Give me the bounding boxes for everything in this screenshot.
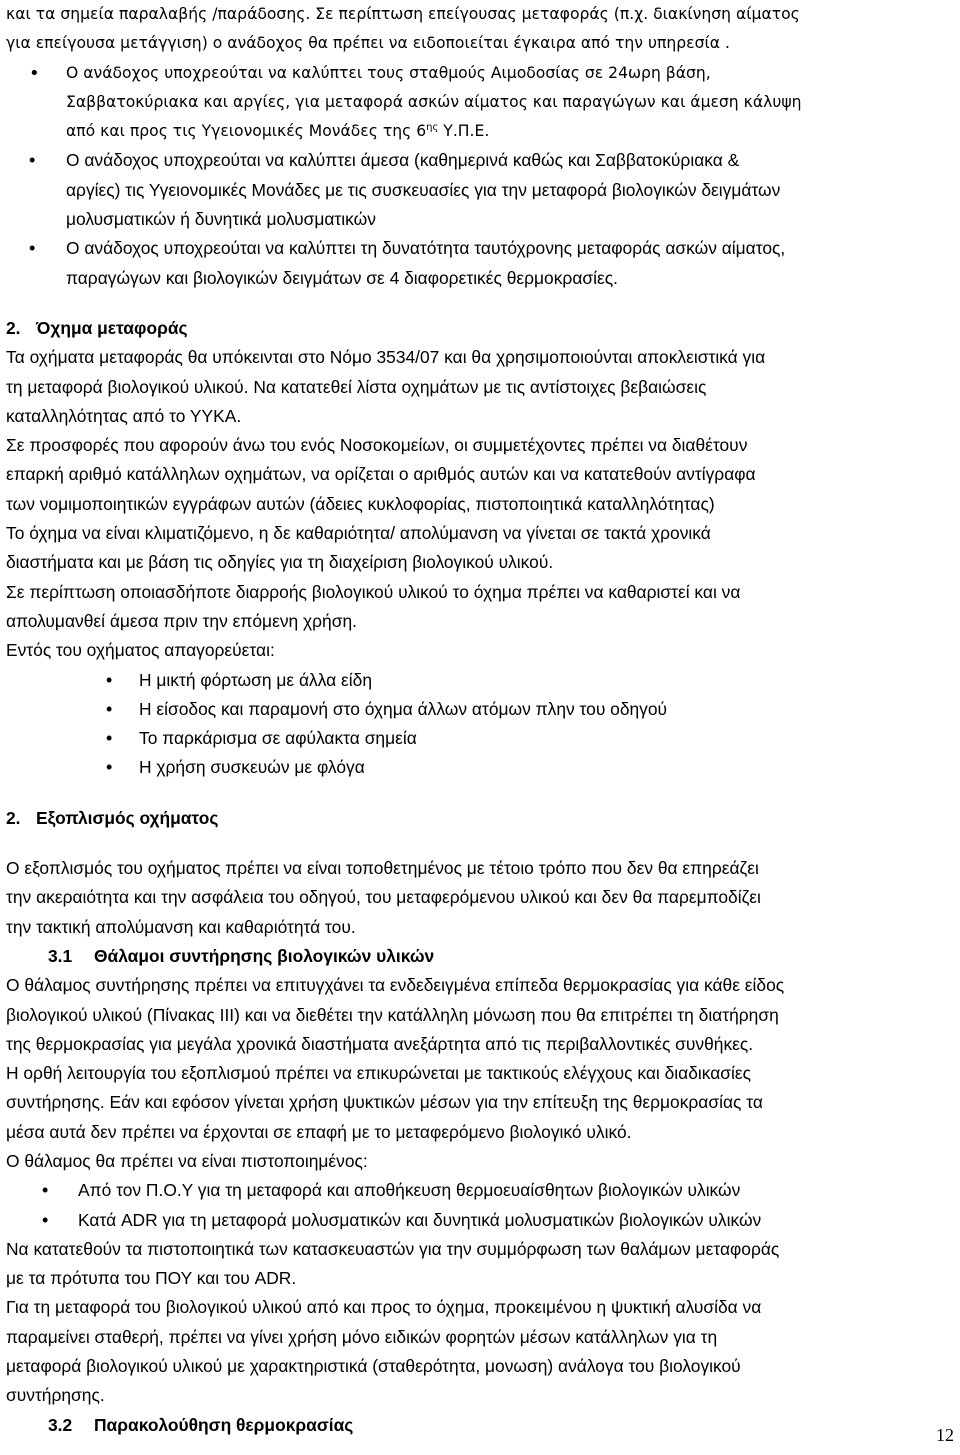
list-item: • Ο ανάδοχος υποχρεούται να καλύπτει τη δυνατότητα ταυτόχρονης μεταφοράς ασκών αίματος, παραγώγων και βιολογικών δειγμάτων σε 4 διαφορετικές θερμοκρασίες. bbox=[6, 234, 956, 293]
paragraph-line: παραμείνει σταθερή, πρέπει να γίνει χρήση μόνο ειδικών φορητών μέσων κατάλληλων για τη bbox=[6, 1326, 718, 1347]
intro-line: για επείγουσα μετάγγιση) ο ανάδοχος θα πρέπει να ειδοποιείται έγκαιρα από την υπηρεσία . bbox=[6, 34, 730, 53]
paragraph-line: την ακεραιότητα και την ασφάλεια του οδηγού, του μεταφερόμενου υλικού και δεν θα παρεμποδίζει bbox=[6, 887, 761, 908]
paragraph-line: της θερμοκρασίας για μεγάλα χρονικά διαστήματα ανεξάρτητα από τις περιβαλλοντικές συνθήκες. bbox=[6, 1033, 754, 1054]
page-number: 12 bbox=[936, 1425, 954, 1445]
list-item: • Η χρήση συσκευών με φλόγα bbox=[6, 753, 956, 782]
paragraph-line: διαστήματα και με βάση τις οδηγίες για τη διαχείριση βιολογικού υλικού. bbox=[6, 552, 554, 573]
paragraph-line: την τακτική απολύμανση και καθαριότητά του. bbox=[6, 916, 356, 937]
section-heading: 2. Όχημα μεταφοράς bbox=[6, 317, 188, 338]
paragraph-line: Τα οχήματα μεταφοράς θα υπόκεινται στο Νόμο 3534/07 και θα χρησιμοποιούνται αποκλειστικά για bbox=[6, 347, 766, 368]
paragraph-line: των νομιμοποιητικών εγγράφων αυτών (άδειες κυκλοφορίας, πιστοποιητικά καταλληλότητας) bbox=[6, 493, 715, 514]
list-item: • Η μικτή φόρτωση με άλλα είδη bbox=[6, 666, 956, 695]
paragraph-line: Σε προσφορές που αφορούν άνω του ενός Νοσοκομείων, οι συμμετέχοντες πρέπει να διαθέτουν bbox=[6, 435, 748, 456]
paragraph-line: τη μεταφορά βιολογικού υλικού. Να κατατεθεί λίστα οχημάτων με τις αντίστοιχες βεβαιώσεις bbox=[6, 376, 707, 397]
document-page bbox=[6, 0, 956, 1440]
paragraph-line: επαρκή αριθμό κατάλληλων οχημάτων, να ορίζεται ο αριθμός αυτών και να κατατεθούν αντίγραφα bbox=[6, 464, 756, 485]
paragraph-line: Το όχημα να είναι κλιματιζόμενο, η δε καθαριότητα/ απολύμανση να γίνεται σε τακτά χρονικά bbox=[6, 523, 711, 544]
paragraph-line: βιολογικού υλικού (Πίνακας ΙΙΙ) και να διεθέτει την κατάλληλη μόνωση που θα επιτρέπει τη διατήρηση bbox=[6, 1004, 779, 1025]
list-item: • Το παρκάρισμα σε αφύλακτα σημεία bbox=[6, 724, 956, 753]
paragraph-line: Σε περίπτωση οποιασδήποτε διαρροής βιολογικού υλικού το όχημα πρέπει να καθαριστεί και να bbox=[6, 581, 741, 602]
paragraph-line: απολυμανθεί άμεσα πριν την επόμενη χρήση. bbox=[6, 610, 357, 631]
intro-line: και τα σημεία παραλαβής /παράδοσης. Σε περίπτωση επείγουσας μεταφοράς (π.χ. διακίνηση αίματος bbox=[6, 5, 800, 23]
list-item: • Κατά ADR για τη μεταφορά μολυσματικών και δυνητικά μολυσματικών βιολογικών υλικών bbox=[6, 1206, 956, 1235]
subsection-heading: 3.1 Θάλαμοι συντήρησης βιολογικών υλικών bbox=[48, 945, 435, 966]
paragraph-line: συντήρησης. Εάν και εφόσον γίνεται χρήση ψυκτικών μέσων για την επίτευξη της θερμοκρασίας τα bbox=[6, 1092, 763, 1113]
paragraph-line: Ο εξοπλισμός του οχήματος πρέπει να είναι τοποθετημένος με τέτοιο τρόπο που δεν θα επηρεάζει bbox=[6, 858, 759, 879]
paragraph-line: Να κατατεθούν τα πιστοποιητικά των κατασκευαστών για την συμμόρφωση των θαλάμων μεταφοράς bbox=[6, 1238, 780, 1259]
subsection-heading: 3.2 Παρακολούθηση θερμοκρασίας bbox=[48, 1414, 354, 1435]
paragraph-line: Ο θάλαμος θα πρέπει να είναι πιστοποιημένος: bbox=[6, 1150, 368, 1171]
paragraph-line: συντήρησης. bbox=[6, 1385, 105, 1406]
paragraph-line: με τα πρότυπα του ΠΟΥ και του ADR. bbox=[6, 1268, 297, 1289]
list-item: • Ο ανάδοχος υποχρεούται να καλύπτει τους σταθμούς Αιμοδοσίας σε 24ωρη βάση, Σαββατοκύριακα και αργίες, για μεταφορά ασκών αίματος και παραγώγων και άμεση κάλυψη από και προς τις Υγειονομικές Μονάδες της $6^{\eta\varsigma}$ Υ.Π.Ε. bbox=[6, 59, 956, 147]
paragraph-line: Ο θάλαμος συντήρησης πρέπει να επιτυγχάνει τα ενδεδειγμένα επίπεδα θερμοκρασίας για κάθε είδος bbox=[6, 975, 785, 996]
paragraph-line: Για τη μεταφορά του βιολογικού υλικού από και προς το όχημα, προκειμένου η ψυκτική αλυσίδα να bbox=[6, 1297, 762, 1318]
list-item: • Από τον Π.Ο.Υ για τη μεταφορά και αποθήκευση θερμοευαίσθητων βιολογικών υλικών bbox=[6, 1176, 956, 1205]
paragraph-line: Εντός του οχήματος απαγορεύεται: bbox=[6, 640, 275, 661]
paragraph-line: καταλληλότητας από το ΥΥΚΑ. bbox=[6, 405, 242, 426]
list-item: • Η είσοδος και παραμονή στο όχημα άλλων ατόμων πλην του οδηγού bbox=[6, 695, 956, 724]
paragraph-line: μέσα αυτά δεν πρέπει να έρχονται σε επαφή με το μεταφερόμενο βιολογικό υλικό. bbox=[6, 1121, 632, 1142]
paragraph-line: Η ορθή λειτουργία του εξοπλισμού πρέπει να επικυρώνεται με τακτικούς ελέγχους και διαδικασίες bbox=[6, 1063, 752, 1084]
section-heading: 2. Εξοπλισμός οχήματος bbox=[6, 807, 219, 828]
paragraph-line: μεταφορά βιολογικού υλικού με χαρακτηριστικά (σταθερότητα, μονωση) ανάλογα του βιολογικού bbox=[6, 1356, 741, 1377]
list-item: • Ο ανάδοχος υποχρεούται να καλύπτει άμεσα (καθημερινά καθώς και Σαββατοκύριακα & αργίες) τις Υγειονομικές Μονάδες με τις συσκευασίες για την μεταφορά βιολογικών δειγμάτων μολυσματικών ή δυνητικά μολυσματικών bbox=[6, 146, 956, 234]
